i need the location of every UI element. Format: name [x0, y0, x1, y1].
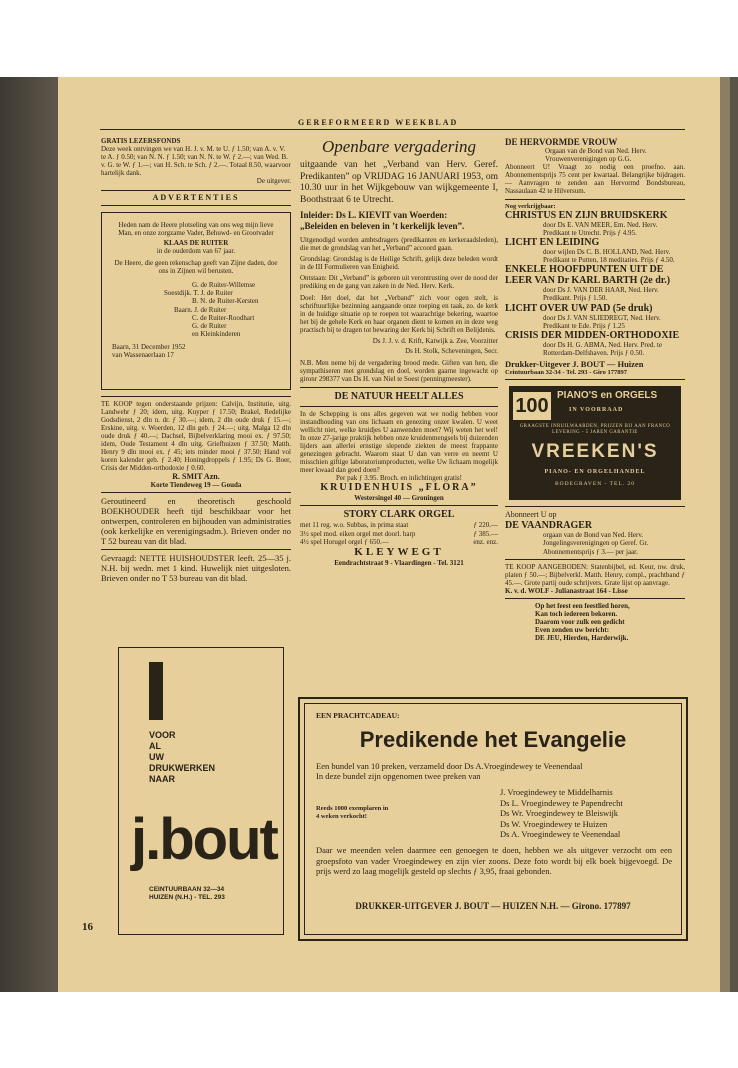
header-rule: [100, 129, 685, 130]
vreeken-sub: PIANO- EN ORGELHANDEL: [544, 469, 646, 476]
preacher: Ds L. Vroegindewey te Papendrecht: [500, 797, 623, 808]
vrouw-title: DE HERVORMDE VROUW: [505, 137, 618, 147]
tekoop2-seller: K. v. d. WOLF - Julianastraat 164 - Lisse: [505, 586, 628, 595]
bout-address: [149, 886, 225, 902]
natuur-price: Per pak ƒ 3.95. Broch. en inlichtingen gratis!: [336, 474, 462, 483]
evangelie-title: Predikende het Evangelie: [359, 727, 627, 752]
books-intro: Nog verkrijgbaar:: [505, 202, 556, 210]
bout-street: CEINTUURBAAN 32—34: [149, 886, 225, 893]
page-number: 16: [82, 921, 93, 933]
book-title: CRISIS DER MIDDEN-ORTHODOXIE: [505, 329, 680, 341]
natuur-title: DE NATUUR HEELT ALLES: [334, 390, 464, 402]
tekoop2-body: TE KOOP AANGEBODEN: Statenbijbel, ed. Keur, nw. druk, platen ƒ 50.—; Bijbelverkl. Matth. Henry, compl., prachtband ƒ 45.—. Grote partij oude schrijvers. Grate lijst op aanvrage.: [505, 562, 685, 587]
book-spine: [0, 77, 58, 992]
orgel-item: met 11 reg. w.o. Subbas, in prima staat: [300, 521, 409, 530]
vreeken-line: GRAAGSTE INRUILWAARDEN, PRIJZEN BIJ AAN FRANCO LEVERING - 5 JAREN GARANTIE: [519, 424, 671, 436]
divider: [101, 396, 291, 397]
book-title: ENKELE HOOFDPUNTEN UIT DE LEER VAN Dr KARL BARTH (2e dr.): [505, 264, 671, 287]
vergadering-nb: N.B. Men neme bij de vergadering brood mede. Giften van hen, die sympathiseren met grondslag en doel, worden gaarne ingewacht op gironr 298377 van Ds H. van Niel te Soest (penningmeester).: [300, 359, 498, 384]
divider: [300, 505, 498, 506]
left-column: [101, 137, 291, 583]
bout-drukwerk-ad: [118, 647, 284, 935]
bout-logo: j.bout: [131, 807, 277, 872]
family-member: en Kleinkinderen: [192, 329, 241, 338]
vergadering-doel: Doel: Het doel, dat het „Verband” zich voor ogen stelt, is schriftuurlijke bezinning aangaande onze roeping en taak, zo. de kerk in de huidige situatie op te roepen tot waarachtige bekering, waartoe het bij de gehele Kerk en haar organen dient te komen en in deze weg practisch bij te dragen tot bewaring der Kerk bij Schrift en Belijdenis.: [300, 293, 498, 334]
vrouw-body: Abonneert U! Vraagt zo nodig een proefno. aan. Abonnementsprijs 75 cent per kwartaal. Belangrijke bijdragen. — Aanvragen te zenden aan Hervormd Bondsbureau, Nassaulaan 42 te Hilversum.: [505, 163, 685, 196]
book-desc: door Ds J. VAN SLIEDREGT, Ned. Herv. Predikant te Ede. Prijs ƒ 1.25: [543, 313, 661, 330]
slogan-line: VOOR: [149, 730, 176, 740]
vaandrager-intro: Abonneert U op: [505, 510, 557, 520]
preacher: Ds Wr. Vroegindewey te Bleiswijk: [500, 808, 619, 818]
orgel-row: [300, 521, 498, 529]
vergadering-intro: uitgaande van het „Verband van Herv. Geref. Predikanten” op VRIJDAG 16 JANUARI 1953, om 10.30 uur in het Wijkgebouw van wijkgemeente I, Boothstraat 6 te Utrecht.: [300, 160, 498, 205]
divider: [505, 559, 685, 560]
evangelie-line: In deze bundel zijn opgenomen twee preken van: [316, 771, 481, 781]
sold-line: 4 weken verkocht!: [316, 813, 367, 820]
divider: [101, 190, 291, 191]
page-edge: [720, 77, 730, 992]
middle-column: [300, 137, 498, 567]
feestlied-ad: [535, 602, 685, 642]
evangelie-line: Een bundel van 10 preken, verzameld door Ds A.Vroegindewey te Veenendaal: [316, 761, 583, 771]
bar-decoration: [149, 662, 163, 720]
feest-line: DE JEU, Hierden, Harderwijk.: [535, 634, 629, 643]
book-title: CHRISTUS EN ZIJN BRUIDSKERK: [505, 209, 668, 221]
vergadering-uitgenodigd: Uitgenodigd worden ambtsdragers (predikanten en kerkeraadsleden), die met de grondslag van het „Verband” accoord gaan.: [300, 236, 498, 253]
orgel-price: enz. enz.: [473, 537, 498, 546]
preacher: J. Vroegindewey te Middelharnis: [500, 787, 613, 797]
death-verse: De Heere, die geen rekenschap geeft van Zijne daden, doe ons in Zijnen wil berusten.: [114, 259, 278, 276]
tekoop-books: TE KOOP tegen onderstaande prijzen: Calvijn, Institutie, uitg. Landwehr ƒ 20; idem, uitg. Kuyper ƒ 17.50; Brakel, Redelijke Godsdienst, 2 dln n. dr. ƒ 30.—; idem, 2 dln oude druk ƒ 15.—; Erskine, uitg. v. Woerden, 12 dln geb. ƒ 24.—; uitg. Malga 12 dln oude druk ƒ 40.—; Dachsel, Bijbelverklaring mooi ex. ƒ 97.50; idem, Oude Testament 4 dln uitg. Griefhuizen ƒ 37.50; Matth. Henry 9 dln mooi ex. ƒ 45; iets minder mooi ƒ 37.50; Hand vol koren kalender geb. ƒ 2.40; Honingdroppels ƒ 1.95; Ds G. Boer, Crisis der Midden-orthodoxie ƒ 0.60.: [101, 399, 291, 473]
vergadering-title: Openbare vergadering: [321, 137, 477, 156]
kleywegt-name: KLEYWEGT: [354, 545, 444, 558]
family-member: Soestdijk. T. J. de Ruiter: [164, 289, 233, 298]
feest-line: Kan toch iedereen bekoren.: [535, 610, 618, 619]
feest-line: Op het feest een feestlied horen,: [535, 601, 630, 610]
family-member: G. de Ruiter-Willemse: [192, 281, 256, 290]
books-publisher-address: Ceintuurbaan 32-34 - Tel. 293 - Giro 177897: [505, 368, 627, 376]
slogan-line: DRUKWERKEN: [149, 763, 215, 773]
divider: [505, 199, 685, 200]
orgel-row: [300, 538, 498, 546]
vergadering-grondslag: Grondslag: Grondslag is de Heilige Schrift, gelijk deze beleden wordt in de III Formulieren van Enigheid.: [300, 255, 498, 272]
vaandrager-body: orgaan van de Bond van Ned. Herv. Jongelingsverenigingen op Geref. Gr. Abonnementsprijs ƒ 3.— per jaar.: [543, 531, 649, 556]
evangelie-publisher: DRUKKER-UITGEVER J. BOUT — HUIZEN N.H. — Girono. 177897: [355, 901, 631, 911]
preachers-list: [500, 787, 623, 840]
slogan-line: NAAR: [149, 774, 175, 784]
advertenties-heading: ADVERTENTIES: [152, 192, 240, 202]
thema: „Beleiden en beleven in ’t kerkelijk leven”.: [300, 221, 465, 231]
evangelie-intro: [316, 761, 672, 781]
divider: [101, 205, 291, 206]
natuur-body: In de Schepping is ons alles gegeven wat we nodig hebben voor instandhouding van ons lichaam en genezing onzer kwalen. U weet wellicht niet, welke kruidjes U aanwenden moet? Wij weten het wel! In onze 27-jarige praktijk hebben onze kruidenmengsels bij duizenden lijders aan allerlei ernstige slepende ziekten de meest frappante genezingen gebracht. Waarom staat U dan van verre en neemt U misschien giftige laboratoriumproducten, welke Uw lichaam mogelijk meer kwaad dan goed doen?: [300, 409, 498, 475]
slogan-line: UW: [149, 752, 164, 762]
books-publisher: Drukker-Uitgever J. BOUT — Huizen: [505, 358, 644, 369]
boekhouder-ad: Geroutineerd en theoretisch geschoold BOEKHOUDER heeft tijd beschikbaar voor het ontwerpen, controleren en bijhouden van administraties (ook kerkelijke en verenigingsadm.). Brieven onder no T 52 bureau van dit blad.: [101, 495, 291, 546]
gratis-title: GRATIS LEZERSFONDS: [101, 137, 181, 145]
death-age: in de ouderdom van 67 jaar.: [156, 246, 236, 255]
orgel-price: ƒ 220.—: [473, 521, 498, 530]
orgel-item: 3½ spel mod. eiken orgel met doorl. harp: [300, 529, 416, 538]
evangelie-ad: [298, 697, 688, 941]
family-member: Baarn. J. de Ruiter: [174, 305, 227, 314]
sold-line: Reeds 1000 exemplaren in: [316, 805, 389, 812]
death-place: Baarn, 31 December 1952: [112, 342, 186, 351]
family-list: [164, 281, 280, 338]
book-title: LICHT OVER UW PAD (5e druk): [505, 302, 653, 314]
kruidenhuis-address: Westersingel 40 — Groningen: [354, 494, 444, 503]
inleider: Inleider: Ds L. KIEVIT van Woerden:: [300, 210, 448, 220]
scanned-page: [0, 77, 738, 992]
book-desc: door wijlen Ds C. B. HOLLAND, Ned. Herv. Predikant te Putten, 18 meditaties. Prijs ƒ 4.50.: [543, 248, 675, 265]
vrouw-sub: Orgaan van de Bond van Ned. Herv. Vrouwenverenigingen op G.G.: [545, 147, 647, 164]
preacher: Ds A. Vroegindewey te Veenendaal: [500, 829, 621, 839]
death-name: KLAAS DE RUITER: [163, 238, 229, 247]
kleywegt-address: Eendrachtstraat 9 - Vlaardingen - Tel. 3121: [334, 558, 464, 567]
book-desc: door Ds E. VAN MEER, Em. Ned. Herv. Predikant te Utrecht. Prijs ƒ 4.95.: [543, 220, 658, 238]
bout-slogan: [149, 730, 215, 785]
vreeken-city: BODEGRAVEN - TEL. 20: [555, 481, 635, 488]
gratis-body: Deze week ontvingen we van H. J. v. M. te U. ƒ 1.50; van A. v. V. te A. ƒ 0.50; van N. N. ƒ 1.50; van N. N. te W. ƒ 2.—; van Wed. B. v. G. te W. ƒ 1.—; van H. Sch. te Sch. ƒ 2.—. Totaal 8.50, waarvoor hartelijk dank.: [101, 145, 291, 178]
vreeken-number: 100: [513, 392, 551, 420]
evangelie-kop: EEN PRACHTCADEAU:: [316, 711, 400, 720]
book-title: LICHT EN LEIDING: [505, 237, 600, 249]
kruidenhuis-name: KRUIDENHUIS „FLORA”: [320, 482, 478, 494]
orgel-price: ƒ 385.—: [473, 529, 498, 538]
death-text: Heden nam de Heere plotseling van ons weg mijn lieve Man, en onze zorgzame Vader, Behuwd- en Grootvader: [118, 220, 274, 237]
orgel-row: [300, 530, 498, 538]
preacher: Ds W. Vroegindewey te Huizen: [500, 818, 608, 829]
divider: [505, 598, 685, 599]
family-member: G. de Ruiter: [192, 321, 227, 330]
divider: [101, 549, 291, 550]
book-desc: door Ds J. VAN DER HAAR, Ned. Herv. Predikant. Prijs ƒ 1.50.: [543, 286, 659, 303]
death-address: van Wassenaerlaan 17: [112, 350, 174, 359]
newspaper-page: [58, 77, 730, 992]
vreeken-pianos: PIANO'S en ORGELS: [557, 390, 658, 402]
book-desc: door Ds H. G. ABMA, Ned. Herv. Pred. te Rotterdam-Delfshaven. Prijs ƒ 0.50.: [543, 340, 662, 357]
orgel-item: 4½ spel Horugel orgel ƒ 650.—: [300, 537, 389, 546]
gratis-sign: De uitgever.: [256, 177, 291, 186]
vreeken-name: VREEKEN'S: [531, 441, 659, 463]
signature-secretaris: Ds H. Stolk, Scheveningen, Secr.: [405, 347, 498, 356]
feest-line: Daarom voor zulk een gedicht: [535, 618, 625, 627]
orgel-title: STORY CLARK ORGEL: [343, 509, 455, 521]
vergadering-ontstaan: Ontstaan: Dit „Verband” is geboren uit verontrusting over de nood der prediking en de gang van zaken in de Ned. Herv. Kerk.: [300, 274, 498, 291]
vreeken-voorraad: IN VOORRAAD: [569, 407, 624, 414]
page-header: GEREFORMEERD WEEKBLAD: [298, 118, 459, 127]
vaandrager-title: DE VAANDRAGER: [505, 520, 593, 532]
sold-note: [316, 805, 388, 821]
divider: [101, 492, 291, 493]
tekoop-address: Korte Tiendeweg 19 — Gouda: [150, 480, 242, 489]
feest-line: Even zenden uw bericht:: [535, 626, 610, 635]
divider: [300, 387, 498, 388]
divider: [505, 506, 685, 507]
death-notice: [101, 212, 291, 390]
huishoudster-ad: Gevraagd: NETTE HUISHOUDSTER leeft. 25—35 j. N.H. bij wedn. met 1 kind. Huwelijk niet uitgesloten. Brieven onder no T 53 bureau van dit blad.: [101, 552, 291, 583]
family-member: B. N. de Ruiter-Kersten: [192, 297, 259, 306]
bout-city: HUIZEN (N.H.) - TEL. 293: [149, 894, 225, 901]
right-column: [505, 137, 685, 642]
divider: [300, 406, 498, 407]
slogan-line: AL: [149, 741, 161, 751]
tekoop-seller: R. SMIT Azn.: [172, 471, 220, 481]
divider: [505, 379, 685, 380]
signature-voorzitter: Ds J. J. v. d. Krift, Katwijk a. Zee, Voorzitter: [372, 337, 498, 346]
vreeken-ad: [509, 386, 681, 500]
evangelie-body: Daar we meenden velen daarmee een genoegen te doen, hebben we als uitgever verzocht om een groepsfoto van vader Vroegindewey en zijn vier zoons. Deze foto wordt bij elk boek bijgevoegd. De prijs werd zo laag mogelijk gesteld op slechts ƒ 3,95, fraai gebonden.: [316, 845, 672, 876]
family-member: C. de Ruiter-Roodhart: [192, 313, 255, 322]
